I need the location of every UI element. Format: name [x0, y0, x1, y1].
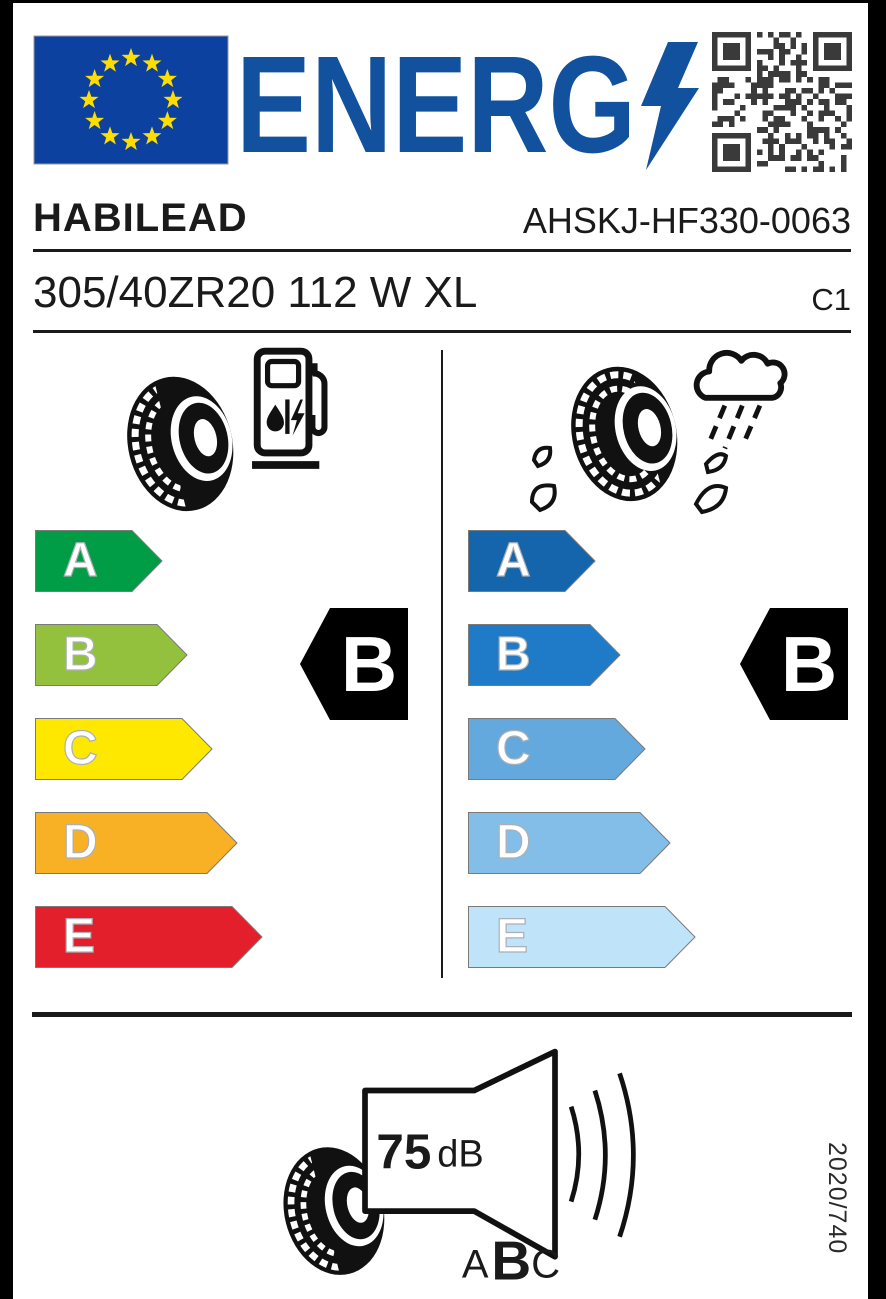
label-border-top [0, 0, 886, 3]
fuel-pump-icon [252, 346, 334, 471]
noise-class-b: B [491, 1229, 532, 1292]
wet-grade-arrow-d [468, 812, 671, 874]
grade-letter: B [63, 628, 98, 681]
divider-line [33, 249, 851, 252]
regulation-number: 2020/740 [823, 1142, 851, 1255]
grade-letter: E [63, 910, 96, 963]
fuel-grade-arrow-e [35, 906, 263, 968]
lightning-bolt-icon [641, 42, 699, 170]
wet-grade-arrow-e [468, 906, 696, 968]
grade-letter: B [496, 628, 531, 681]
noise-value: 75 [376, 1124, 432, 1180]
energy-logo [236, 40, 716, 172]
wet-grade-arrow-c [468, 718, 646, 780]
label-border-left [0, 0, 13, 1299]
tire-fuel-pump-icon [118, 362, 258, 522]
qr-code [712, 32, 852, 172]
wet-rating-indicator [740, 608, 848, 720]
divider-line [32, 1012, 852, 1017]
grade-letter: A [63, 534, 98, 587]
fuel-grade-arrow-a [35, 530, 163, 592]
tire-size-designation: 305/40ZR20 112 W XL [33, 268, 478, 317]
fuel-grade-arrow-b [35, 624, 188, 686]
energy-logo-text: ENERG [236, 40, 636, 172]
grade-letter: D [63, 816, 98, 869]
label-border-right [868, 0, 886, 1299]
noise-unit: dB [437, 1133, 484, 1176]
grade-letter: C [496, 722, 531, 775]
rain-cloud-icon [680, 345, 792, 472]
wet-rating-letter: B [780, 620, 838, 708]
fuel-rating-indicator [300, 608, 408, 720]
grade-letter: D [496, 816, 531, 869]
column-divider [441, 350, 443, 978]
brand-name: HABILEAD [33, 196, 248, 240]
tire-speaker-noise-icon [270, 1038, 650, 1295]
divider-line [33, 330, 851, 333]
grade-letter: A [496, 534, 531, 587]
wet-grade-arrow-b [468, 624, 621, 686]
fuel-grade-arrow-d [35, 812, 238, 874]
tire-class: C1 [811, 282, 851, 317]
wet-grade-arrow-a [468, 530, 596, 592]
model-code: AHSKJ-HF330-0063 [522, 200, 851, 241]
fuel-grade-arrow-c [35, 718, 213, 780]
grade-letter: C [63, 722, 98, 775]
noise-class-c: C [531, 1242, 561, 1287]
eu-flag-icon [33, 35, 229, 165]
fuel-rating-letter: B [340, 620, 398, 708]
grade-letter: E [496, 910, 529, 963]
noise-class-a: A [461, 1242, 489, 1287]
